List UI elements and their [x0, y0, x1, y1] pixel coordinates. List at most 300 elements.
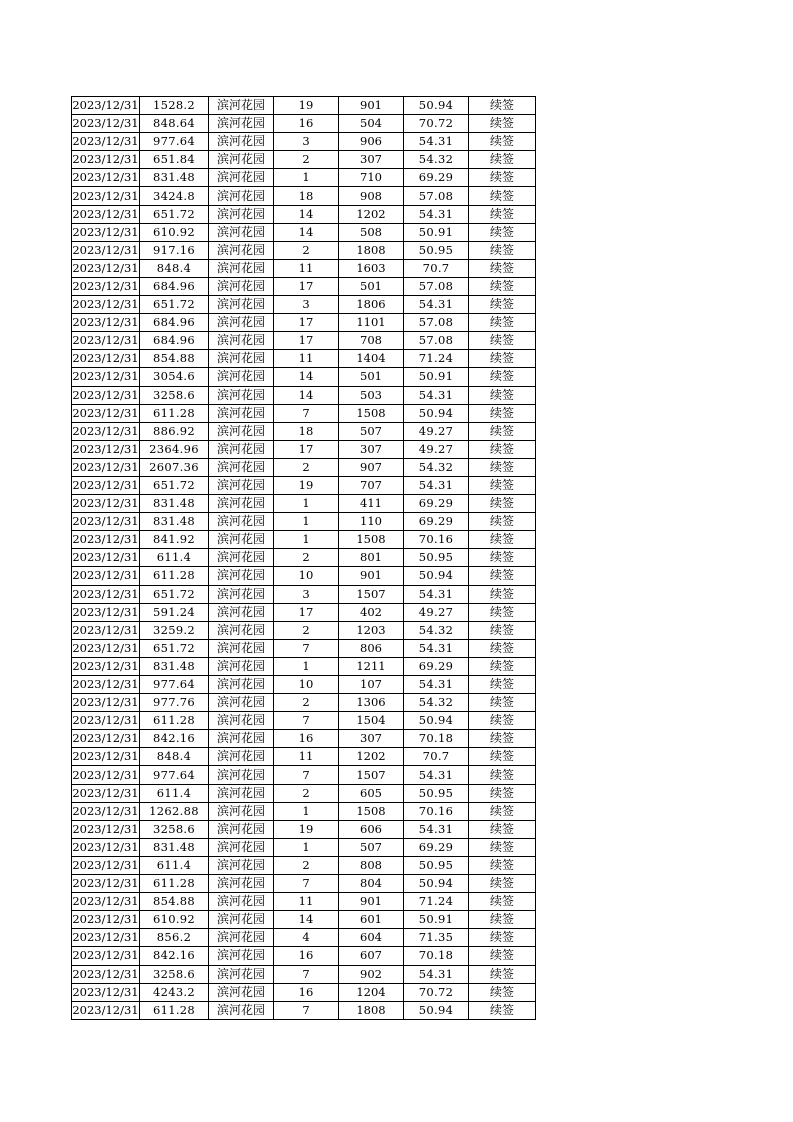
table-row: [72, 97, 536, 115]
table-row: [72, 875, 536, 893]
area-cell: 50.91: [404, 911, 469, 929]
building-cell: 2: [274, 151, 339, 169]
date-cell: 2023/12/31: [72, 567, 140, 585]
community-cell: 滨河花园: [209, 458, 274, 476]
status-cell: 续签: [469, 657, 536, 675]
community-cell: 滨河花园: [209, 187, 274, 205]
date-cell: 2023/12/31: [72, 911, 140, 929]
status-cell: 续签: [469, 585, 536, 603]
building-cell: 11: [274, 350, 339, 368]
building-cell: 18: [274, 187, 339, 205]
area-cell: 57.08: [404, 187, 469, 205]
amount-cell: 611.28: [140, 712, 209, 730]
building-cell: 2: [274, 784, 339, 802]
building-cell: 11: [274, 748, 339, 766]
status-cell: 续签: [469, 784, 536, 802]
amount-cell: 977.64: [140, 676, 209, 694]
room-cell: 501: [339, 277, 404, 295]
date-cell: 2023/12/31: [72, 187, 140, 205]
community-cell: 滨河花园: [209, 440, 274, 458]
amount-cell: 3258.6: [140, 820, 209, 838]
building-cell: 1: [274, 169, 339, 187]
amount-cell: 651.72: [140, 205, 209, 223]
room-cell: 504: [339, 115, 404, 133]
status-cell: 续签: [469, 296, 536, 314]
room-cell: 607: [339, 947, 404, 965]
community-cell: 滨河花园: [209, 784, 274, 802]
area-cell: 50.94: [404, 567, 469, 585]
status-cell: 续签: [469, 694, 536, 712]
status-cell: 续签: [469, 531, 536, 549]
table-row: [72, 241, 536, 259]
table-row: [72, 531, 536, 549]
status-cell: 续签: [469, 169, 536, 187]
table-row: [72, 838, 536, 856]
amount-cell: 3259.2: [140, 621, 209, 639]
building-cell: 7: [274, 965, 339, 983]
building-cell: 1: [274, 838, 339, 856]
amount-cell: 977.76: [140, 694, 209, 712]
area-cell: 50.94: [404, 712, 469, 730]
date-cell: 2023/12/31: [72, 458, 140, 476]
amount-cell: 848.4: [140, 748, 209, 766]
date-cell: 2023/12/31: [72, 133, 140, 151]
building-cell: 3: [274, 296, 339, 314]
table-row: [72, 639, 536, 657]
area-cell: 54.32: [404, 621, 469, 639]
status-cell: 续签: [469, 893, 536, 911]
table-body: [72, 97, 536, 1020]
date-cell: 2023/12/31: [72, 875, 140, 893]
amount-cell: 684.96: [140, 314, 209, 332]
building-cell: 18: [274, 422, 339, 440]
room-cell: 503: [339, 386, 404, 404]
status-cell: 续签: [469, 187, 536, 205]
table-row: [72, 115, 536, 133]
room-cell: 1211: [339, 657, 404, 675]
building-cell: 19: [274, 97, 339, 115]
room-cell: 708: [339, 332, 404, 350]
community-cell: 滨河花园: [209, 929, 274, 947]
status-cell: 续签: [469, 820, 536, 838]
amount-cell: 611.28: [140, 875, 209, 893]
date-cell: 2023/12/31: [72, 223, 140, 241]
community-cell: 滨河花园: [209, 820, 274, 838]
room-cell: 707: [339, 476, 404, 494]
area-cell: 70.72: [404, 983, 469, 1001]
building-cell: 16: [274, 983, 339, 1001]
amount-cell: 651.72: [140, 476, 209, 494]
date-cell: 2023/12/31: [72, 639, 140, 657]
community-cell: 滨河花园: [209, 567, 274, 585]
building-cell: 19: [274, 820, 339, 838]
table-row: [72, 983, 536, 1001]
area-cell: 69.29: [404, 657, 469, 675]
area-cell: 71.24: [404, 893, 469, 911]
area-cell: 50.95: [404, 241, 469, 259]
area-cell: 54.31: [404, 476, 469, 494]
building-cell: 17: [274, 277, 339, 295]
table-row: [72, 422, 536, 440]
amount-cell: 848.4: [140, 259, 209, 277]
area-cell: 71.35: [404, 929, 469, 947]
amount-cell: 651.72: [140, 639, 209, 657]
status-cell: 续签: [469, 676, 536, 694]
amount-cell: 848.64: [140, 115, 209, 133]
status-cell: 续签: [469, 332, 536, 350]
room-cell: 906: [339, 133, 404, 151]
community-cell: 滨河花园: [209, 404, 274, 422]
table-row: [72, 712, 536, 730]
table-row: [72, 133, 536, 151]
date-cell: 2023/12/31: [72, 296, 140, 314]
building-cell: 10: [274, 567, 339, 585]
room-cell: 507: [339, 422, 404, 440]
building-cell: 14: [274, 223, 339, 241]
table-row: [72, 730, 536, 748]
area-cell: 57.08: [404, 314, 469, 332]
date-cell: 2023/12/31: [72, 929, 140, 947]
status-cell: 续签: [469, 476, 536, 494]
area-cell: 54.31: [404, 205, 469, 223]
amount-cell: 3054.6: [140, 368, 209, 386]
date-cell: 2023/12/31: [72, 386, 140, 404]
amount-cell: 854.88: [140, 893, 209, 911]
date-cell: 2023/12/31: [72, 947, 140, 965]
status-cell: 续签: [469, 241, 536, 259]
table-row: [72, 929, 536, 947]
community-cell: 滨河花园: [209, 694, 274, 712]
area-cell: 70.18: [404, 947, 469, 965]
community-cell: 滨河花园: [209, 549, 274, 567]
community-cell: 滨河花园: [209, 621, 274, 639]
area-cell: 54.31: [404, 296, 469, 314]
date-cell: 2023/12/31: [72, 820, 140, 838]
room-cell: 1508: [339, 802, 404, 820]
status-cell: 续签: [469, 983, 536, 1001]
amount-cell: 3258.6: [140, 386, 209, 404]
area-cell: 69.29: [404, 838, 469, 856]
area-cell: 57.08: [404, 277, 469, 295]
community-cell: 滨河花园: [209, 531, 274, 549]
date-cell: 2023/12/31: [72, 332, 140, 350]
area-cell: 54.31: [404, 766, 469, 784]
community-cell: 滨河花园: [209, 495, 274, 513]
room-cell: 1806: [339, 296, 404, 314]
area-cell: 54.31: [404, 820, 469, 838]
room-cell: 808: [339, 856, 404, 874]
amount-cell: 4243.2: [140, 983, 209, 1001]
status-cell: 续签: [469, 603, 536, 621]
amount-cell: 841.92: [140, 531, 209, 549]
status-cell: 续签: [469, 911, 536, 929]
area-cell: 50.95: [404, 784, 469, 802]
date-cell: 2023/12/31: [72, 784, 140, 802]
building-cell: 7: [274, 875, 339, 893]
status-cell: 续签: [469, 386, 536, 404]
building-cell: 2: [274, 856, 339, 874]
community-cell: 滨河花园: [209, 350, 274, 368]
building-cell: 11: [274, 893, 339, 911]
building-cell: 1: [274, 531, 339, 549]
amount-cell: 886.92: [140, 422, 209, 440]
room-cell: 710: [339, 169, 404, 187]
table-row: [72, 585, 536, 603]
date-cell: 2023/12/31: [72, 277, 140, 295]
community-cell: 滨河花园: [209, 277, 274, 295]
table-row: [72, 440, 536, 458]
date-cell: 2023/12/31: [72, 766, 140, 784]
building-cell: 17: [274, 440, 339, 458]
room-cell: 1404: [339, 350, 404, 368]
table-row: [72, 567, 536, 585]
table-row: [72, 332, 536, 350]
table-row: [72, 169, 536, 187]
amount-cell: 651.84: [140, 151, 209, 169]
room-cell: 1203: [339, 621, 404, 639]
amount-cell: 611.4: [140, 856, 209, 874]
area-cell: 54.32: [404, 694, 469, 712]
table-row: [72, 205, 536, 223]
area-cell: 50.91: [404, 223, 469, 241]
building-cell: 14: [274, 368, 339, 386]
table-row: [72, 947, 536, 965]
building-cell: 2: [274, 621, 339, 639]
room-cell: 1306: [339, 694, 404, 712]
status-cell: 续签: [469, 838, 536, 856]
room-cell: 508: [339, 223, 404, 241]
community-cell: 滨河花园: [209, 838, 274, 856]
date-cell: 2023/12/31: [72, 838, 140, 856]
amount-cell: 1262.88: [140, 802, 209, 820]
community-cell: 滨河花园: [209, 97, 274, 115]
date-cell: 2023/12/31: [72, 694, 140, 712]
building-cell: 1: [274, 802, 339, 820]
table-row: [72, 911, 536, 929]
date-cell: 2023/12/31: [72, 802, 140, 820]
building-cell: 17: [274, 603, 339, 621]
building-cell: 14: [274, 386, 339, 404]
area-cell: 50.95: [404, 549, 469, 567]
date-cell: 2023/12/31: [72, 856, 140, 874]
room-cell: 1504: [339, 712, 404, 730]
amount-cell: 842.16: [140, 730, 209, 748]
status-cell: 续签: [469, 440, 536, 458]
date-cell: 2023/12/31: [72, 730, 140, 748]
table-row: [72, 386, 536, 404]
amount-cell: 611.4: [140, 784, 209, 802]
table-row: [72, 277, 536, 295]
area-cell: 54.31: [404, 585, 469, 603]
area-cell: 54.32: [404, 458, 469, 476]
date-cell: 2023/12/31: [72, 115, 140, 133]
status-cell: 续签: [469, 259, 536, 277]
date-cell: 2023/12/31: [72, 657, 140, 675]
area-cell: 69.29: [404, 495, 469, 513]
area-cell: 70.16: [404, 802, 469, 820]
area-cell: 50.94: [404, 404, 469, 422]
community-cell: 滨河花园: [209, 712, 274, 730]
date-cell: 2023/12/31: [72, 1001, 140, 1019]
building-cell: 3: [274, 133, 339, 151]
date-cell: 2023/12/31: [72, 205, 140, 223]
date-cell: 2023/12/31: [72, 440, 140, 458]
table-row: [72, 513, 536, 531]
status-cell: 续签: [469, 151, 536, 169]
community-cell: 滨河花园: [209, 368, 274, 386]
status-cell: 续签: [469, 314, 536, 332]
building-cell: 17: [274, 332, 339, 350]
amount-cell: 3424.8: [140, 187, 209, 205]
community-cell: 滨河花园: [209, 386, 274, 404]
room-cell: 1508: [339, 404, 404, 422]
status-cell: 续签: [469, 205, 536, 223]
community-cell: 滨河花园: [209, 856, 274, 874]
community-cell: 滨河花园: [209, 585, 274, 603]
amount-cell: 611.28: [140, 404, 209, 422]
area-cell: 70.7: [404, 259, 469, 277]
table-row: [72, 694, 536, 712]
date-cell: 2023/12/31: [72, 603, 140, 621]
community-cell: 滨河花园: [209, 205, 274, 223]
spreadsheet-table: [71, 96, 536, 1020]
date-cell: 2023/12/31: [72, 404, 140, 422]
room-cell: 605: [339, 784, 404, 802]
table-row: [72, 621, 536, 639]
amount-cell: 684.96: [140, 277, 209, 295]
building-cell: 7: [274, 712, 339, 730]
community-cell: 滨河花园: [209, 476, 274, 494]
area-cell: 49.27: [404, 603, 469, 621]
building-cell: 17: [274, 314, 339, 332]
room-cell: 1507: [339, 585, 404, 603]
room-cell: 902: [339, 965, 404, 983]
community-cell: 滨河花园: [209, 1001, 274, 1019]
date-cell: 2023/12/31: [72, 549, 140, 567]
status-cell: 续签: [469, 621, 536, 639]
community-cell: 滨河花园: [209, 639, 274, 657]
date-cell: 2023/12/31: [72, 676, 140, 694]
area-cell: 70.18: [404, 730, 469, 748]
building-cell: 16: [274, 730, 339, 748]
building-cell: 7: [274, 1001, 339, 1019]
room-cell: 411: [339, 495, 404, 513]
amount-cell: 611.28: [140, 567, 209, 585]
area-cell: 70.7: [404, 748, 469, 766]
date-cell: 2023/12/31: [72, 531, 140, 549]
community-cell: 滨河花园: [209, 603, 274, 621]
community-cell: 滨河花园: [209, 133, 274, 151]
building-cell: 3: [274, 585, 339, 603]
community-cell: 滨河花园: [209, 422, 274, 440]
status-cell: 续签: [469, 223, 536, 241]
table-row: [72, 350, 536, 368]
room-cell: 806: [339, 639, 404, 657]
amount-cell: 831.48: [140, 169, 209, 187]
amount-cell: 2607.36: [140, 458, 209, 476]
area-cell: 54.31: [404, 965, 469, 983]
date-cell: 2023/12/31: [72, 350, 140, 368]
room-cell: 1202: [339, 205, 404, 223]
status-cell: 续签: [469, 513, 536, 531]
table-row: [72, 223, 536, 241]
community-cell: 滨河花园: [209, 314, 274, 332]
community-cell: 滨河花园: [209, 513, 274, 531]
area-cell: 49.27: [404, 422, 469, 440]
date-cell: 2023/12/31: [72, 151, 140, 169]
area-cell: 54.31: [404, 639, 469, 657]
area-cell: 69.29: [404, 169, 469, 187]
room-cell: 606: [339, 820, 404, 838]
amount-cell: 684.96: [140, 332, 209, 350]
building-cell: 2: [274, 458, 339, 476]
date-cell: 2023/12/31: [72, 476, 140, 494]
status-cell: 续签: [469, 115, 536, 133]
room-cell: 402: [339, 603, 404, 621]
room-cell: 1507: [339, 766, 404, 784]
building-cell: 1: [274, 657, 339, 675]
status-cell: 续签: [469, 404, 536, 422]
room-cell: 501: [339, 368, 404, 386]
amount-cell: 856.2: [140, 929, 209, 947]
community-cell: 滨河花园: [209, 332, 274, 350]
community-cell: 滨河花园: [209, 151, 274, 169]
date-cell: 2023/12/31: [72, 259, 140, 277]
community-cell: 滨河花园: [209, 259, 274, 277]
room-cell: 1101: [339, 314, 404, 332]
community-cell: 滨河花园: [209, 730, 274, 748]
area-cell: 49.27: [404, 440, 469, 458]
status-cell: 续签: [469, 875, 536, 893]
amount-cell: 842.16: [140, 947, 209, 965]
table-row: [72, 676, 536, 694]
date-cell: 2023/12/31: [72, 513, 140, 531]
table-row: [72, 603, 536, 621]
amount-cell: 610.92: [140, 911, 209, 929]
room-cell: 307: [339, 440, 404, 458]
room-cell: 1202: [339, 748, 404, 766]
amount-cell: 611.28: [140, 1001, 209, 1019]
table-row: [72, 151, 536, 169]
area-cell: 54.31: [404, 133, 469, 151]
room-cell: 1808: [339, 1001, 404, 1019]
building-cell: 2: [274, 549, 339, 567]
status-cell: 续签: [469, 133, 536, 151]
table-row: [72, 476, 536, 494]
community-cell: 滨河花园: [209, 766, 274, 784]
status-cell: 续签: [469, 567, 536, 585]
table-row: [72, 495, 536, 513]
building-cell: 14: [274, 911, 339, 929]
status-cell: 续签: [469, 748, 536, 766]
date-cell: 2023/12/31: [72, 965, 140, 983]
community-cell: 滨河花园: [209, 947, 274, 965]
status-cell: 续签: [469, 639, 536, 657]
amount-cell: 651.72: [140, 585, 209, 603]
room-cell: 804: [339, 875, 404, 893]
table-row: [72, 893, 536, 911]
room-cell: 908: [339, 187, 404, 205]
status-cell: 续签: [469, 549, 536, 567]
area-cell: 70.16: [404, 531, 469, 549]
community-cell: 滨河花园: [209, 169, 274, 187]
room-cell: 1204: [339, 983, 404, 1001]
amount-cell: 651.72: [140, 296, 209, 314]
table-row: [72, 314, 536, 332]
table-row: [72, 1001, 536, 1019]
table-row: [72, 549, 536, 567]
room-cell: 604: [339, 929, 404, 947]
